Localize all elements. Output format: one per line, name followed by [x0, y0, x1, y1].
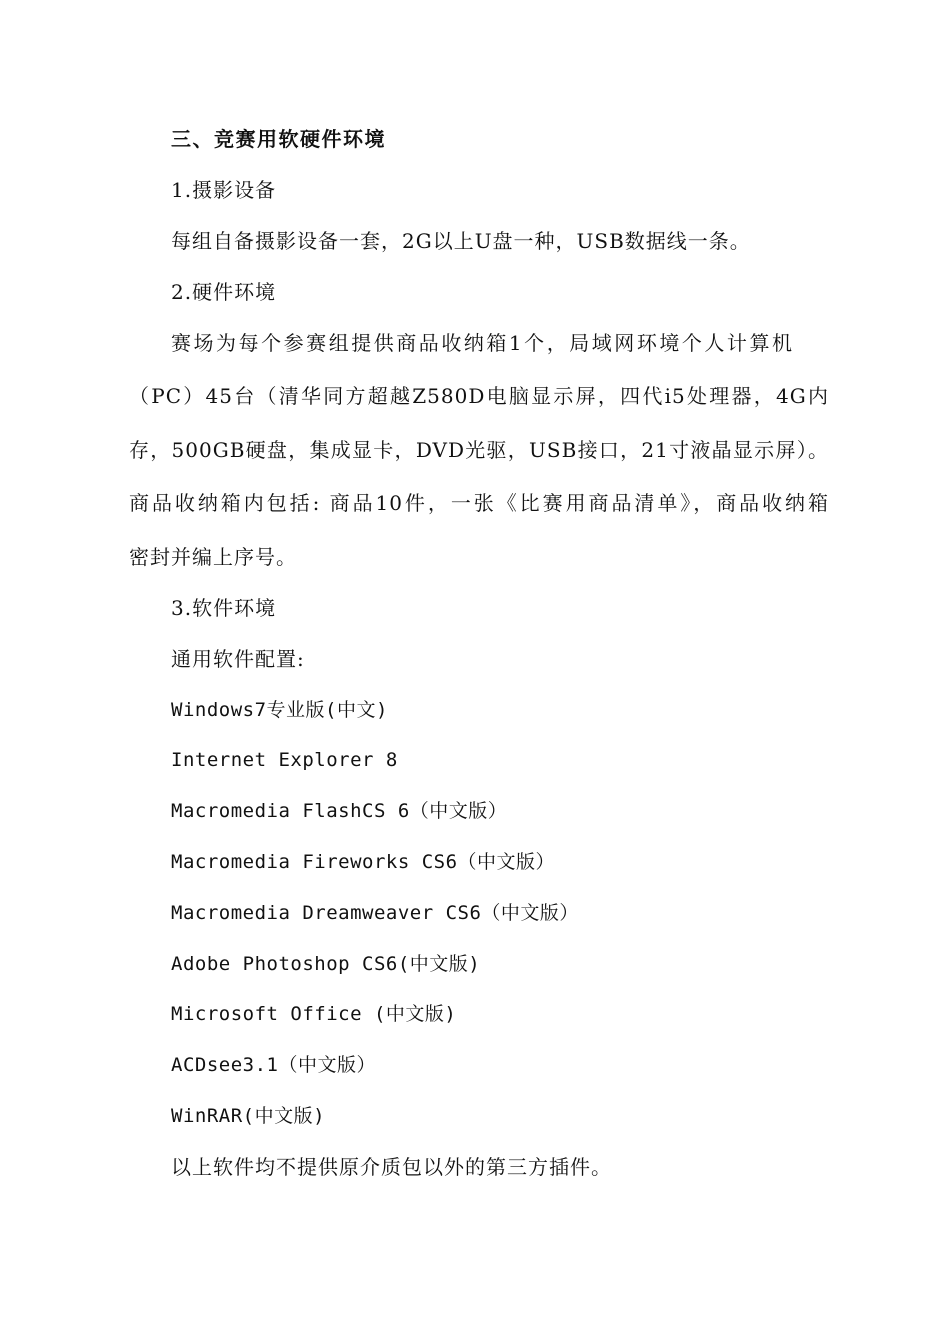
hardware-heading: 2.硬件环境 — [171, 280, 277, 304]
software-item: Windows7专业版(中文) — [171, 699, 388, 721]
software-item: Internet Explorer 8 — [171, 749, 398, 771]
software-item: Macromedia FlashCS 6（中文版） — [171, 800, 508, 822]
software-item: Macromedia Dreamweaver CS6（中文版） — [171, 902, 579, 924]
hardware-line-3: 存，500GB硬盘，集成显卡，DVD光驱，USB接口，21寸液晶显示屏）。 — [129, 438, 829, 462]
hardware-line-4: 商品收纳箱内包括: 商品10件，一张《比赛用商品清单》，商品收纳箱 — [129, 491, 829, 515]
hardware-line-5: 密封并编上序号。 — [129, 545, 297, 569]
hardware-line-1: 赛场为每个参赛组提供商品收纳箱1个，局域网环境个人计算机 — [171, 331, 793, 355]
software-item: Microsoft Office (中文版) — [171, 1003, 457, 1025]
hardware-line-2: （PC）45台（清华同方超越Z580D电脑显示屏，四代i5处理器，4G内 — [129, 384, 829, 408]
software-note: 以上软件均不提供原介质包以外的第三方插件。 — [171, 1155, 612, 1179]
software-heading: 3.软件环境 — [171, 596, 277, 620]
camera-text: 每组自备摄影设备一套，2G以上U盘一种，USB数据线一条。 — [171, 229, 751, 253]
software-item: ACDsee3.1（中文版） — [171, 1054, 376, 1076]
software-intro: 通用软件配置: — [171, 647, 305, 671]
software-item: Macromedia Fireworks CS6（中文版） — [171, 851, 556, 873]
camera-heading: 1.摄影设备 — [171, 178, 277, 202]
section-title: 三、竞赛用软硬件环境 — [171, 127, 386, 151]
software-item: WinRAR(中文版) — [171, 1105, 326, 1127]
software-item: Adobe Photoshop CS6(中文版) — [171, 953, 481, 975]
